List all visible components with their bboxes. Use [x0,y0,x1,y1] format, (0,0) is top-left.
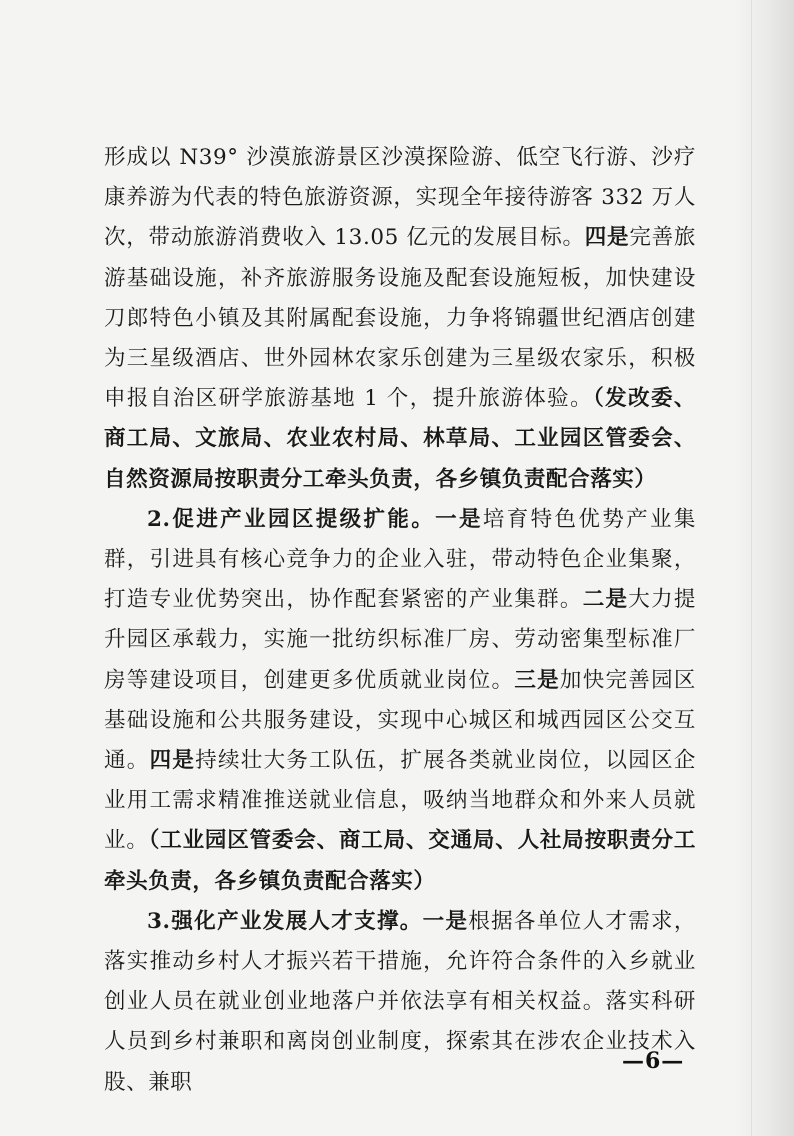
responsibility-note: （工业园区管委会、商工局、交通局、人社局按职责分工牵头负责，各乡镇负责配合落实） [104,828,696,894]
page-edge-line [751,0,752,1136]
section-heading: 3.强化产业发展人才支撑。 [147,908,423,934]
keyword-bold: 一是 [435,506,483,532]
page-edge-shadow [734,0,794,1136]
paragraph-text: 大力提升园区承载力，实施一批纺织标准厂房、劳动密集型标准厂房等建设项目，创建更多优质就业岗位。 [104,587,696,693]
keyword-bold: 四是 [584,225,630,251]
paragraph-text: 加快完善园区基础设施和公共服务建设，实现中心城区和城西园区公交互通。 [104,667,696,774]
paragraph-3 [104,902,696,1103]
keyword-bold: 四是 [149,748,196,774]
paragraph-text: 根据各单位人才需求，落实推动乡村人才振兴若干措施，允许符合条件的入乡就业创业人员在就业创业地落户并依法享有相关权益。落实科研人员到乡村兼职和离岗创业制度，探索其在涉农企业技术入股、兼职 [104,908,696,1095]
section-heading: 2.促进产业园区提级扩能。 [147,506,436,532]
paragraph-text: 培育特色优势产业集群，引进具有核心竞争力的企业入驻，带动特色企业集聚，打造专业优势突出，协作配套紧密的产业集群。 [104,506,697,613]
paragraph-2 [104,500,696,902]
document-body [104,138,696,1103]
paragraph-text: 完善旅游基础设施，补齐旅游服务设施及配套设施短板，加快建设刀郎特色小镇及其附属配套设施，力争将锦疆世纪酒店创建为三星级酒店、世外园林农家乐创建为三星级农家乐，积极申报自治区研学旅游基地 1 个，提升旅游体验。 [104,225,696,412]
paragraph-1 [104,138,696,500]
keyword-bold: 一是 [422,908,469,934]
page-number: —6— [622,1048,685,1074]
responsibility-note: （发改委、商工局、文旅局、农业农村局、林草局、工业园区管委会、自然资源局按职责分工牵头负责，各乡镇负责配合落实） [104,386,696,492]
paragraph-text: 持续壮大务工队伍，扩展各类就业岗位，以园区企业用工需求精准推送就业信息，吸纳当地群众和外来人员就业。 [104,748,696,854]
keyword-bold: 二是 [582,587,629,613]
keyword-bold: 三是 [514,667,560,693]
paragraph-text: 形成以 N39° 沙漠旅游景区沙漠探险游、低空飞行游、沙疗康养游为代表的特色旅游资源，实现全年接待游客 332 万人次，带动旅游消费收入 13.05 亿元的发展目标。 [104,145,696,251]
